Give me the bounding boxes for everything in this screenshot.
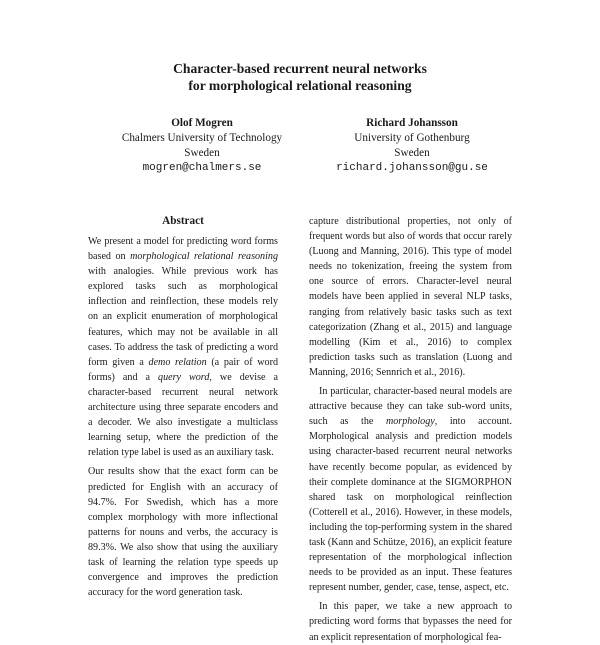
right-column bbox=[309, 214, 512, 645]
text-run: with analogies. While previous work has explored tasks such as morphological inflection and reinflection, these models rely on an explicit enumeration of morphological features, which may not be available in all cases. To address the task of predicting a word form given a bbox=[88, 266, 278, 368]
author-email: mogren@chalmers.se bbox=[142, 162, 262, 174]
emphasis-text: demo relation bbox=[148, 356, 207, 368]
text-run: (a pair of word forms) and a bbox=[88, 356, 278, 383]
text-run: , we devise a character-based recurrent neural network architecture using three separate encoders and a decoder. We also investigate a multiclass learning setup, where the prediction of the relation type label is used as an auxiliary task. bbox=[88, 371, 278, 459]
emphasis-text: morphological relational reasoning bbox=[130, 251, 278, 263]
author-country: Sweden bbox=[394, 147, 430, 159]
paper-title bbox=[0, 60, 600, 94]
author-name: Richard Johansson bbox=[366, 117, 458, 129]
body-paragraph-1: capture distributional properties, not only of frequent words but also of words that occur rarely (Luong and Manning, 2016). This type of model needs no tokenization, freeing the system from one source of errors. Character-level neural models have been applied in several NLP tasks, ranging from relatively basic tasks such as text categorization (Zhang et al., 2015) and language modelling (Kim et al., 2016) to complex prediction tasks such as translation (Luong and Manning, 2016; Sennrich et al., 2016). bbox=[309, 216, 512, 378]
text-run: In particular, character-based neural models are attractive because they can take sub-word units, such as the bbox=[309, 386, 512, 428]
author-block-1 bbox=[92, 116, 312, 176]
text-run: , into account. Morphological analysis and prediction models using character-based recurrent neural networks have recently become popular, as evidenced by their complete dominance at the SIGMORPHON shared task on morphological reinflection (Cotterell et al., 2016). However, in these models, including the top-performing system in the shared task (Kann and Schütze, 2016), an explicit feature representation of the morphological inflection needs to be provided as an input. These features represent number, gender, case, tense, aspect, etc. bbox=[309, 416, 512, 594]
abstract-paragraph-1 bbox=[88, 234, 278, 460]
emphasis-text: query word bbox=[158, 371, 210, 383]
author-email: richard.johansson@gu.se bbox=[336, 162, 488, 174]
abstract-paragraph-2: Our results show that the exact form can be predicted for English with an accuracy of 94.7%. For Swedish, which has a more complex morphology with more inflectional patterns for nouns and verbs, the accuracy is 89.3%. We also show that using the auxiliary task of learning the relation type speeds up convergence and improves the prediction accuracy for the word generation task. bbox=[88, 466, 278, 599]
author-affiliation: Chalmers University of Technology bbox=[121, 132, 283, 144]
title-line-2: for morphological relational reasoning bbox=[188, 78, 412, 93]
emphasis-text: morphology bbox=[385, 416, 435, 428]
left-column bbox=[88, 214, 278, 600]
author-affiliation: University of Gothenburg bbox=[354, 132, 470, 144]
author-country: Sweden bbox=[184, 147, 220, 159]
body-paragraph-3: In this paper, we take a new approach to predicting word forms that bypasses the need for an explicit representation of morphological fea- bbox=[309, 601, 512, 643]
title-line-1: Character-based recurrent neural networks bbox=[173, 61, 427, 76]
body-paragraph-2 bbox=[309, 384, 512, 595]
abstract-heading: Abstract bbox=[162, 215, 204, 227]
author-block-2 bbox=[302, 116, 522, 176]
text-run: We present a model for predicting word forms based on bbox=[88, 236, 278, 263]
author-name: Olof Mogren bbox=[171, 117, 233, 129]
